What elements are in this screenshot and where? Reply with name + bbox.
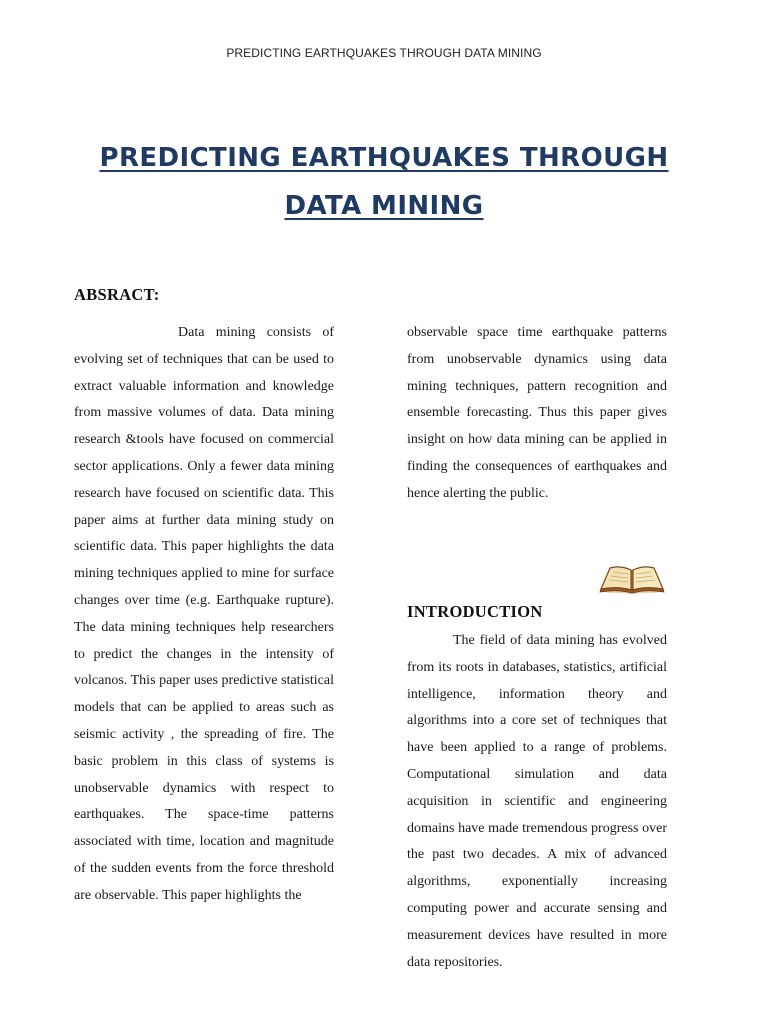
abstract-heading: ABSRACT: (74, 285, 160, 304)
paper-title-line-1: PREDICTING EARTHQUAKES THROUGH (99, 143, 669, 173)
abstract-text-right-column: observable space time earthquake patterns from unobservable dynamics using data mining techniques, pattern recognition and ensemble forecasting. Thus this paper gives insight on how data mining can be applied in finding the consequences of earthquakes and hence alerting the public. (407, 325, 667, 501)
abstract-text-left-column: Data mining consists of evolving set of techniques that can be used to extract valuable information and knowledge from massive volumes of data. Data mining research &tools have focused on commercial sector applications. Only a fewer data mining research have focused on scientific data. This paper aims at further data mining study on scientific data. This paper highlights the data mining techniques applied to mine for surface changes over time (e.g. Earthquake rupture). The data mining techniques help researchers to predict the changes in the intensity of volcanos. This paper uses predictive statistical models that can be applied to areas such as seismic activity , the spreading of fire. The basic problem in this class of systems is unobservable dynamics with respect to earthquakes. The space-time patterns associated with time, location and magnitude of the sudden events from the force threshold are observable. This paper highlights the (74, 325, 334, 903)
running-header: PREDICTING EARTHQUAKES THROUGH DATA MINING (226, 46, 542, 60)
paper-title-line-2: DATA MINING (284, 191, 484, 221)
paper-title (40, 134, 728, 230)
open-book-icon (598, 562, 666, 594)
introduction-heading: INTRODUCTION (407, 602, 543, 621)
introduction-text: The field of data mining has evolved from its roots in databases, statistics, artificial intelligence, information theory and algorithms into a core set of techniques that have been applied to a range of problems. Computational simulation and data acquisition in scientific and engineering domains have made tremendous progress over the past two decades. A mix of advanced algorithms, exponentially increasing computing power and accurate sensing and measurement devices have resulted in more data repositories. (407, 633, 667, 970)
